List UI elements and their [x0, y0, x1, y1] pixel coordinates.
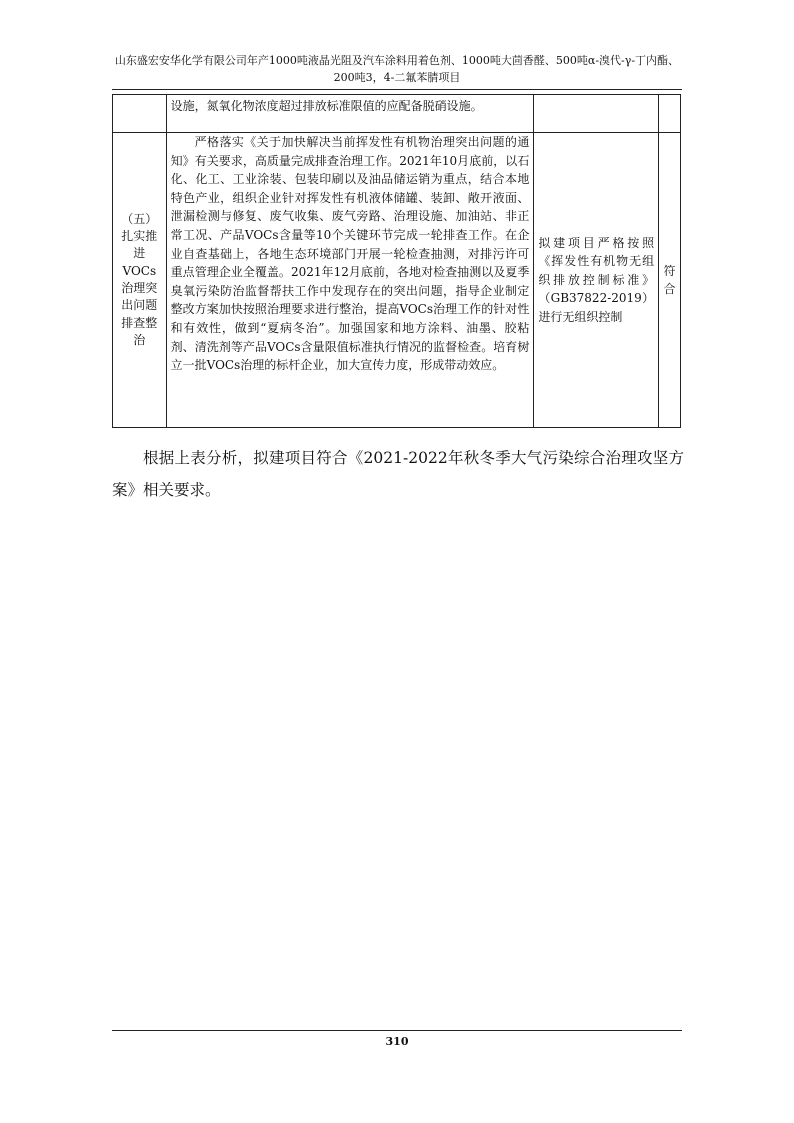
table-row [113, 95, 681, 133]
table-cell-category [113, 133, 167, 428]
continuation-requirement-text: 设施，氮氧化物浓度超过排放标准限值的应配备脱硝设施。 [170, 99, 483, 113]
table-row [113, 133, 681, 428]
category-text: （五）扎实推进VOCs治理突出问题排查整治 [121, 211, 158, 347]
table-cell-requirement [166, 95, 534, 133]
header-divider [112, 89, 682, 90]
policy-compliance-table [112, 94, 681, 428]
conformity-text: 符合 [663, 264, 676, 296]
table-cell-project-status [534, 95, 659, 133]
table-cell-project-status [534, 133, 659, 428]
project-status-text: 拟建项目严格按照《挥发性有机物无组织排放控制标准》（GB37822-2019）进行无组织控制 [538, 235, 655, 324]
table-cell-conformity [659, 95, 681, 133]
page-header-title: 山东盛宏安华化学有限公司年产1000吨液晶光阻及汽车涂料用着色剂、1000吨大茴香醛、500吨α-溴代-γ-丁内酯、200吨3，4-二氟苯腈项目 [114, 54, 680, 84]
page-number: 310 [385, 1035, 409, 1048]
requirement-text: 严格落实《关于加快解决当前挥发性有机物治理突出问题的通知》有关要求，高质量完成排查治理工作。2021年10月底前，以石化、化工、工业涂装、包装印刷以及油品储运销为重点，结合本地特色产业，组织企业针对挥发性有机液体储罐、装卸、敞开液面、泄漏检测与修复、废气收集、废气旁路、治理设施、加油站、非正常工况、产品VOCs含量等10个关键环节完成一轮排查工作。在企业自查基础上，各地生态环境部门开展一轮检查抽测，对排污许可重点管理企业全覆盖。2021年12月底前，各地对检查抽测以及夏季臭氧污染防治监督帮扶工作中发现存在的突出问题，指导企业制定整改方案加快按照治理要求进行整治，提高VOCs治理工作的针对性和有效性，做到“夏病冬治”。加强国家和地方涂料、油墨、胶粘剂、清洗剂等产品VOCs含量限值标准执行情况的监督检查。培育树立一批VOCs治理的标杆企业，加大宣传力度，形成带动效应。 [170, 135, 530, 373]
footer-divider [112, 1030, 682, 1031]
table-cell-requirement [166, 133, 534, 428]
table-cell-conformity [659, 133, 681, 428]
table-cell-category [113, 95, 167, 133]
conclusion-paragraph: 根据上表分析，拟建项目符合《2021-2022年秋冬季大气污染综合治理攻坚方案》相关要求。 [112, 449, 684, 499]
